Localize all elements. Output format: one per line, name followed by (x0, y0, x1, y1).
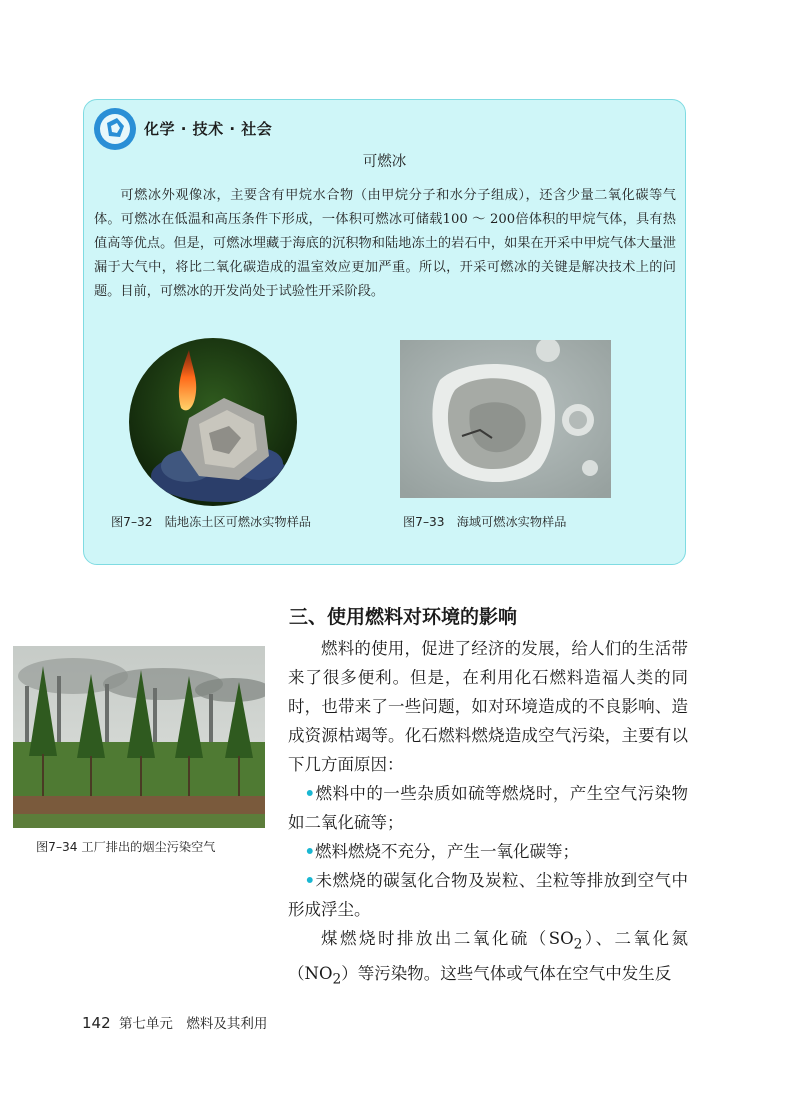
box-title: 可燃冰 (362, 154, 407, 170)
seabed-ice-photo (400, 340, 611, 498)
bullet-dot-icon: • (304, 784, 316, 803)
bullet-dot-icon: • (304, 842, 316, 861)
box-paragraph: 可燃冰外观像冰，主要含有甲烷水合物（由甲烷分子和水分子组成），还含少量二氧化碳等气体。可燃冰在低温和高压条件下形成，一体积可燃冰可储载100 ～ 200倍体积的甲烷气体，具有热值高等优点。但是，可燃冰埋藏于海底的沉积物和陆地冻土的岩石中，如果在开采中甲烷气体大量泄漏于大气中，将比二氧化碳造成的温室效应更加严重。所以，开采可燃冰的关键是解决技术上的问题。目前，可燃冰的开发尚处于试验性开采阶段。 (94, 188, 676, 299)
page-number: 142 (82, 1014, 111, 1032)
section-title: 三、使用燃料对环境的影响 (289, 606, 518, 628)
factory-pollution-photo (13, 646, 265, 828)
burning-ice-photo (129, 338, 297, 506)
paragraph-1: 燃料的使用，促进了经济的发展，给人们的生活带来了很多便利。但是，在利用化石燃料造福人类的同时，也带来了一些问题，如对环境造成的不良影响、造成资源枯竭等。化石燃料燃烧造成空气污染，主要有以下几方面原因： (288, 639, 688, 774)
chem-tech-society-icon (93, 107, 137, 151)
bullet-item-1: •燃料中的一些杂质如硫等燃烧时，产生空气污染物如二氧化硫等； (288, 784, 688, 832)
figure-caption-7-32: 图7–32 陆地冻土区可燃冰实物样品 (111, 515, 311, 529)
figure-caption-7-34: 图7–34 工厂排出的烟尘污染空气 (36, 840, 216, 854)
bullet-item-3: •未燃烧的碳氢化合物及炭粒、尘粒等排放到空气中形成浮尘。 (288, 871, 688, 919)
figure-caption-7-33: 图7–33 海域可燃冰实物样品 (403, 515, 567, 529)
page-footer (82, 1012, 267, 1032)
main-text (288, 634, 688, 995)
bullet-item-2: •燃料燃烧不充分，产生一氧化碳等； (304, 842, 580, 861)
box-header: 化学 · 技术 · 社会 (144, 120, 273, 138)
unit-title: 第七单元 燃料及其利用 (118, 1016, 268, 1032)
paragraph-2: 煤燃烧时排放出二氧化硫$(SO_2)$、二氧化氮$(NO_2)$等污染物。这些气体或气体在空气中发生反 (288, 929, 688, 988)
bullet-dot-icon: • (304, 871, 316, 890)
